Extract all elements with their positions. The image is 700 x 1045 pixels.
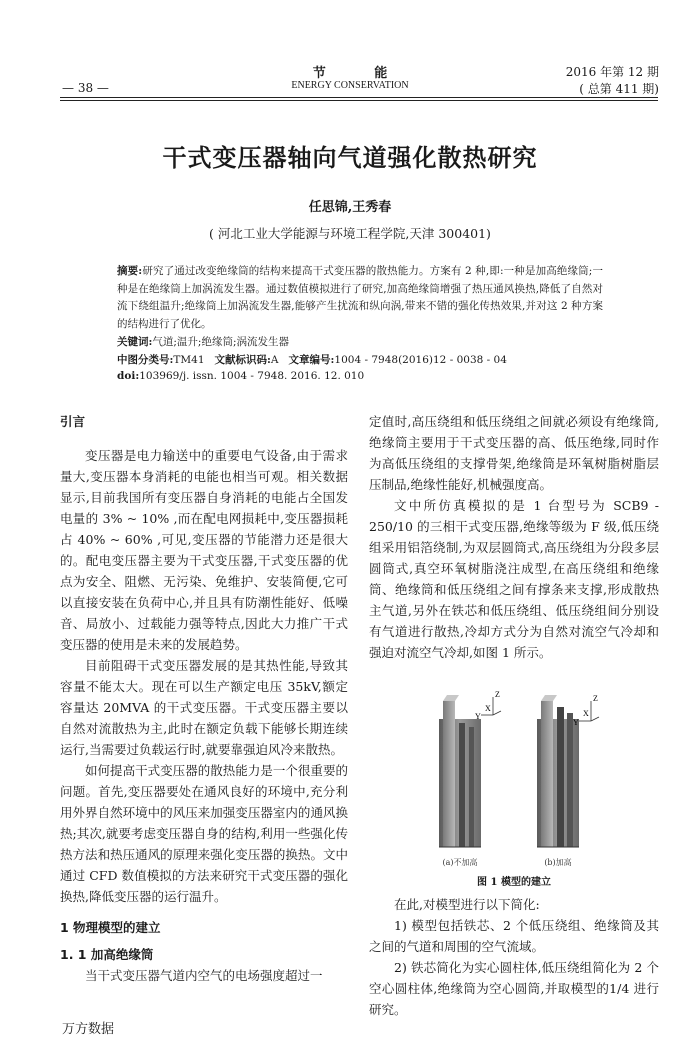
axis-z-label-a: Z [495,690,500,699]
axis-z-label-b: Z [593,694,598,703]
issue-total-number: ( 总第 411 期) [579,82,659,96]
header-rule-bottom [60,100,658,101]
right-paragraph-3: 在此,对模型进行以下简化: [394,897,540,912]
abstract [117,263,603,333]
right-paragraph-2: 文中所仿真模拟的是 1 台型号为 SCB9 - 250/10 的三相干式变压器,绝缘等级为 F 级,低压绕组采用铝箔绕制,为双层圆筒式,高压绕组为分段多层圆筒式,真空环氧树脂浇注成型,在高压绕组和绝缘筒、绝缘筒和低压绕组之间有撑条来支撑,形成散热主气道,另外在铁芯和低压绕组、低压绕组间分别设有气道进行散热,冷却方式分为自然对流空气冷却和强迫对流空气冷却,如图 1 所示。 [369,498,659,660]
axis-y-label-a: Y [475,712,481,721]
section-1-1-heading: 1. 1 加高绝缘筒 [60,947,154,962]
abstract-label: 摘要: [117,265,143,277]
axis-triad-a [475,690,501,721]
intro-paragraph-1: 变压器是电力输送中的重要电气设备,由于需求量大,变压器本身消耗的电能也相当可观。相关数据显示,目前我国所有变压器自身消耗的电能占全国发电量的 3% ~ 10% ,而在配电网损耗中,变压器损耗占 40% ~ 60% ,可见,变压器的节能潜力还是很大的。配电变压器主要为干式变压器,干式变压器的优点为安全、阻燃、无污染、免维护、安装简便,它可以直接安装在负荷中心,并且具有防潮性能好、低噪音、局放小、过载能力强等特点,因此大力推广干式变压器的使用是未来的发展趋势。 [60,448,348,652]
axis-x-label-b: X [583,709,589,718]
issue-year-number: 2016 年第 12 期 [565,65,659,79]
keywords-label: 关键词: [117,336,153,348]
axis-triad-b [573,694,599,727]
figure-1 [369,671,659,871]
right-column [369,411,659,1020]
left-column [60,411,348,986]
section-1-heading: 1 物理模型的建立 [60,920,161,935]
figure-caption: 图 1 模型的建立 [477,877,551,888]
intro-heading: 引言 [60,414,86,429]
axis-y-label-b: Y [573,718,579,727]
figure-sub-label-a: (a)不加高 [442,858,478,867]
right-paragraph-4: 1) 模型包括铁芯、2 个低压绕组、绝缘筒及其之间的气道和周围的空气流域。 [369,918,659,954]
article-authors: 任思锦,王秀春 [308,200,392,215]
article-title: 干式变压器轴向气道强化散热研究 [162,143,538,172]
right-paragraph-5: 2) 铁芯简化为实心圆柱体,低压绕组简化为 2 个空心圆柱体,绝缘筒为空心圆筒,并取模型的1/4 进行研究。 [369,960,659,1017]
footer-watermark: 万方数据 [62,1022,115,1037]
issue-info [554,64,659,98]
doi-value: 103969/j. issn. 1004 - 7948. 2016. 12. 010 [139,370,365,382]
right-paragraph-1: 定值时,高压绕组和低压绕组之间就必须设有绝缘筒,绝缘筒主要用于干式变压器的高、低压绝缘,同时作为高低压绕组的支撑骨架,绝缘筒是环氧树脂树脂层压制品,绝缘性能好,机械强度高。 [369,414,659,492]
doc-code-label: 文献标识码: [214,354,271,366]
article-number-value: 1004 - 7948(2016)12 - 0038 - 04 [334,354,507,366]
keywords [117,334,603,350]
keywords-text: 气道;温升;绝缘筒;涡流发生器 [152,336,290,348]
doi-line [117,370,617,382]
doi-label: doi: [117,370,140,382]
page-number: — 38 — [62,81,109,95]
cls-value: TM41 [173,354,205,366]
article-number-label: 文章编号: [288,354,335,366]
transformer-model-figure [369,671,659,871]
intro-paragraph-3: 如何提高干式变压器的散热能力是一个很重要的问题。首先,变压器要处在通风良好的环境中,充分利用外界自然环境中的风压来加强变压器室内的通风换热;其次,就要考虑变压器自身的结构,利用一些强化传热方法和热压通风的原理来强化变压器的换热。文中通过 CFD 数值模拟的方法来研究干式变压器的强化换热,降低变压器的运行温升。 [60,763,348,904]
article-affiliation: ( 河北工业大学能源与环境工程学院,天津 300401) [209,226,491,241]
doc-code-value: A [270,354,279,366]
intro-paragraph-2: 目前阻碍干式变压器发展的是其热性能,导致其容量不能太大。现在可以生产额定电压 35kV,额定容量达 20MVA 的干式变压器。干式变压器主要以自然对流散热为主,此时在额定负载下能够长期连续运行,当需要过负载运行时,就要靠强迫风冷来散热。 [60,658,348,757]
classification-line [117,352,617,367]
axis-x-label-a: X [485,704,491,713]
journal-name-en: ENERGY CONSERVATION [291,80,409,91]
journal-name-cn: 节 能 [312,66,410,81]
figure-sub-label-b: (b)加高 [544,858,572,867]
header-rule-top [60,97,658,98]
cls-label: 中图分类号: [117,354,174,366]
abstract-text: 研究了通过改变绝缘筒的结构来提高干式变压器的散热能力。方案有 2 种,即:一种是加高绝缘筒;一种是在绝缘筒上加涡流发生器。通过数值模拟进行了研究,加高绝缘筒增强了热压通风换热,降低了自然对流下绕组温升;绝缘筒上加涡流发生器,能够产生扰流和纵向涡,带来不错的强化传热效果,并对这 2 种方案的结构进行了优化。 [117,265,603,330]
section-1-1-paragraph: 当干式变压器气道内空气的电场强度超过一 [85,968,323,983]
